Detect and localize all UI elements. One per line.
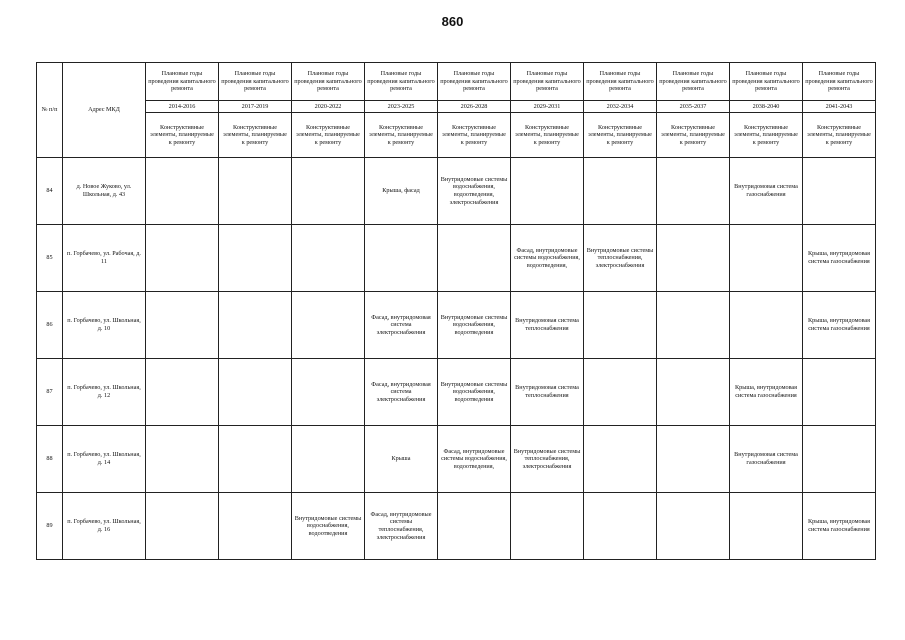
period-years: 2026-2028	[438, 101, 511, 113]
row-address: п. Горбачево, ул. Рабочая, д. 11	[63, 225, 146, 292]
repair-cell	[219, 493, 292, 560]
repair-cell: Фасад, внутридомовая система электроснабжения	[365, 359, 438, 426]
page-number: 860	[441, 14, 464, 29]
repair-cell	[511, 158, 584, 225]
period-title: Плановые годы проведения капитального ремонта	[219, 63, 292, 101]
repair-cell	[219, 426, 292, 493]
table-row	[37, 292, 876, 359]
repair-cell	[438, 493, 511, 560]
repair-cell	[730, 225, 803, 292]
repair-cell	[803, 158, 876, 225]
repair-cell	[803, 359, 876, 426]
row-number: 86	[37, 292, 63, 359]
repair-cell: Внутридомовые системы теплоснабжения, электроснабжения	[511, 426, 584, 493]
repair-cell: Внутридомовые системы водоснабжения, водоотведения, электроснабжения	[438, 158, 511, 225]
period-title: Плановые годы проведения капитального ремонта	[511, 63, 584, 101]
period-title: Плановые годы проведения капитального ремонта	[146, 63, 219, 101]
repair-cell: Внутридомовые системы водоснабжения, водоотведения	[438, 292, 511, 359]
period-title: Плановые годы проведения капитального ремонта	[803, 63, 876, 101]
elements-caption: Конструктивные элементы, планируемые к ремонту	[219, 113, 292, 158]
period-years: 2029-2031	[511, 101, 584, 113]
repair-cell	[146, 225, 219, 292]
repair-cell	[146, 426, 219, 493]
repair-cell	[657, 292, 730, 359]
elements-caption: Конструктивные элементы, планируемые к ремонту	[657, 113, 730, 158]
row-address: п. Горбачево, ул. Школьная, д. 16	[63, 493, 146, 560]
period-title: Плановые годы проведения капитального ремонта	[292, 63, 365, 101]
period-years: 2041-2043	[803, 101, 876, 113]
repair-cell	[146, 292, 219, 359]
repair-cell	[584, 158, 657, 225]
repair-cell	[438, 225, 511, 292]
elements-caption: Конструктивные элементы, планируемые к ремонту	[511, 113, 584, 158]
repair-cell	[365, 225, 438, 292]
header-row-titles	[37, 63, 876, 101]
repair-cell	[292, 359, 365, 426]
repair-cell	[292, 225, 365, 292]
repair-cell	[219, 158, 292, 225]
table-row	[37, 359, 876, 426]
repair-cell: Фасад, внутридомовые системы теплоснабжения, электроснабжения	[365, 493, 438, 560]
row-number: 88	[37, 426, 63, 493]
column-header-number: № п/п	[37, 63, 63, 158]
repair-cell: Крыша, внутридомовая система газоснабжения	[803, 225, 876, 292]
repair-cell: Внутридомовая система газоснабжения	[730, 158, 803, 225]
repair-cell	[219, 359, 292, 426]
period-years: 2038-2040	[730, 101, 803, 113]
repair-cell	[511, 493, 584, 560]
elements-caption: Конструктивные элементы, планируемые к ремонту	[730, 113, 803, 158]
row-number: 84	[37, 158, 63, 225]
elements-caption: Конструктивные элементы, планируемые к ремонту	[292, 113, 365, 158]
elements-caption: Конструктивные элементы, планируемые к ремонту	[438, 113, 511, 158]
repair-cell	[584, 426, 657, 493]
period-title: Плановые годы проведения капитального ремонта	[657, 63, 730, 101]
row-number: 85	[37, 225, 63, 292]
repair-cell	[146, 158, 219, 225]
repair-cell	[584, 359, 657, 426]
repair-cell: Внутридомовая система теплоснабжения	[511, 359, 584, 426]
period-years: 2035-2037	[657, 101, 730, 113]
period-title: Плановые годы проведения капитального ремонта	[438, 63, 511, 101]
period-title: Плановые годы проведения капитального ремонта	[730, 63, 803, 101]
repair-cell	[657, 359, 730, 426]
elements-caption: Конструктивные элементы, планируемые к ремонту	[803, 113, 876, 158]
repair-cell: Крыша, внутридомовая система газоснабжения	[803, 493, 876, 560]
repair-cell	[803, 426, 876, 493]
capital-repair-schedule-table	[36, 62, 876, 560]
repair-cell: Фасад, внутридомовая система электроснабжения	[365, 292, 438, 359]
elements-caption: Конструктивные элементы, планируемые к ремонту	[146, 113, 219, 158]
repair-cell	[292, 426, 365, 493]
period-years: 2017-2019	[219, 101, 292, 113]
repair-cell: Внутридомовая система теплоснабжения	[511, 292, 584, 359]
period-years: 2014-2016	[146, 101, 219, 113]
repair-cell	[292, 158, 365, 225]
repair-cell	[292, 292, 365, 359]
repair-cell: Внутридомовые системы водоснабжения, водоотведения	[292, 493, 365, 560]
elements-caption: Конструктивные элементы, планируемые к ремонту	[365, 113, 438, 158]
row-address: д. Новое Жуково, ул. Школьная, д. 43	[63, 158, 146, 225]
row-address: п. Горбачево, ул. Школьная, д. 12	[63, 359, 146, 426]
header-row-years	[37, 101, 876, 113]
repair-cell: Внутридомовые системы водоснабжения, водоотведения	[438, 359, 511, 426]
repair-cell	[219, 225, 292, 292]
table-row	[37, 225, 876, 292]
repair-cell	[657, 225, 730, 292]
row-address: п. Горбачево, ул. Школьная, д. 10	[63, 292, 146, 359]
repair-cell: Крыша, внутридомовая система газоснабжения	[803, 292, 876, 359]
repair-cell	[657, 426, 730, 493]
row-address: п. Горбачево, ул. Школьная, д. 14	[63, 426, 146, 493]
repair-cell	[730, 292, 803, 359]
repair-cell	[219, 292, 292, 359]
column-header-address: Адрес МКД	[63, 63, 146, 158]
elements-caption: Конструктивные элементы, планируемые к ремонту	[584, 113, 657, 158]
repair-cell: Фасад, внутридомовые системы водоснабжения, водоотведения,	[438, 426, 511, 493]
period-title: Плановые годы проведения капитального ремонта	[584, 63, 657, 101]
repair-cell: Крыша	[365, 426, 438, 493]
repair-cell	[657, 493, 730, 560]
repair-cell: Внутридомовая система газоснабжения	[730, 426, 803, 493]
period-title: Плановые годы проведения капитального ремонта	[365, 63, 438, 101]
repair-cell: Фасад, внутридомовые системы водоснабжения, водоотведения,	[511, 225, 584, 292]
repair-cell	[146, 493, 219, 560]
table-row	[37, 426, 876, 493]
repair-cell: Внутридомовые системы теплоснабжения, электроснабжения	[584, 225, 657, 292]
period-years: 2023-2025	[365, 101, 438, 113]
header-row-elements	[37, 113, 876, 158]
repair-cell	[584, 292, 657, 359]
repair-cell: Крыша, внутридомовая система газоснабжения	[730, 359, 803, 426]
period-years: 2032-2034	[584, 101, 657, 113]
repair-cell	[730, 493, 803, 560]
table-row	[37, 493, 876, 560]
row-number: 87	[37, 359, 63, 426]
repair-cell	[146, 359, 219, 426]
repair-cell	[584, 493, 657, 560]
table-row	[37, 158, 876, 225]
repair-cell	[657, 158, 730, 225]
repair-cell: Крыша, фасад	[365, 158, 438, 225]
row-number: 89	[37, 493, 63, 560]
period-years: 2020-2022	[292, 101, 365, 113]
